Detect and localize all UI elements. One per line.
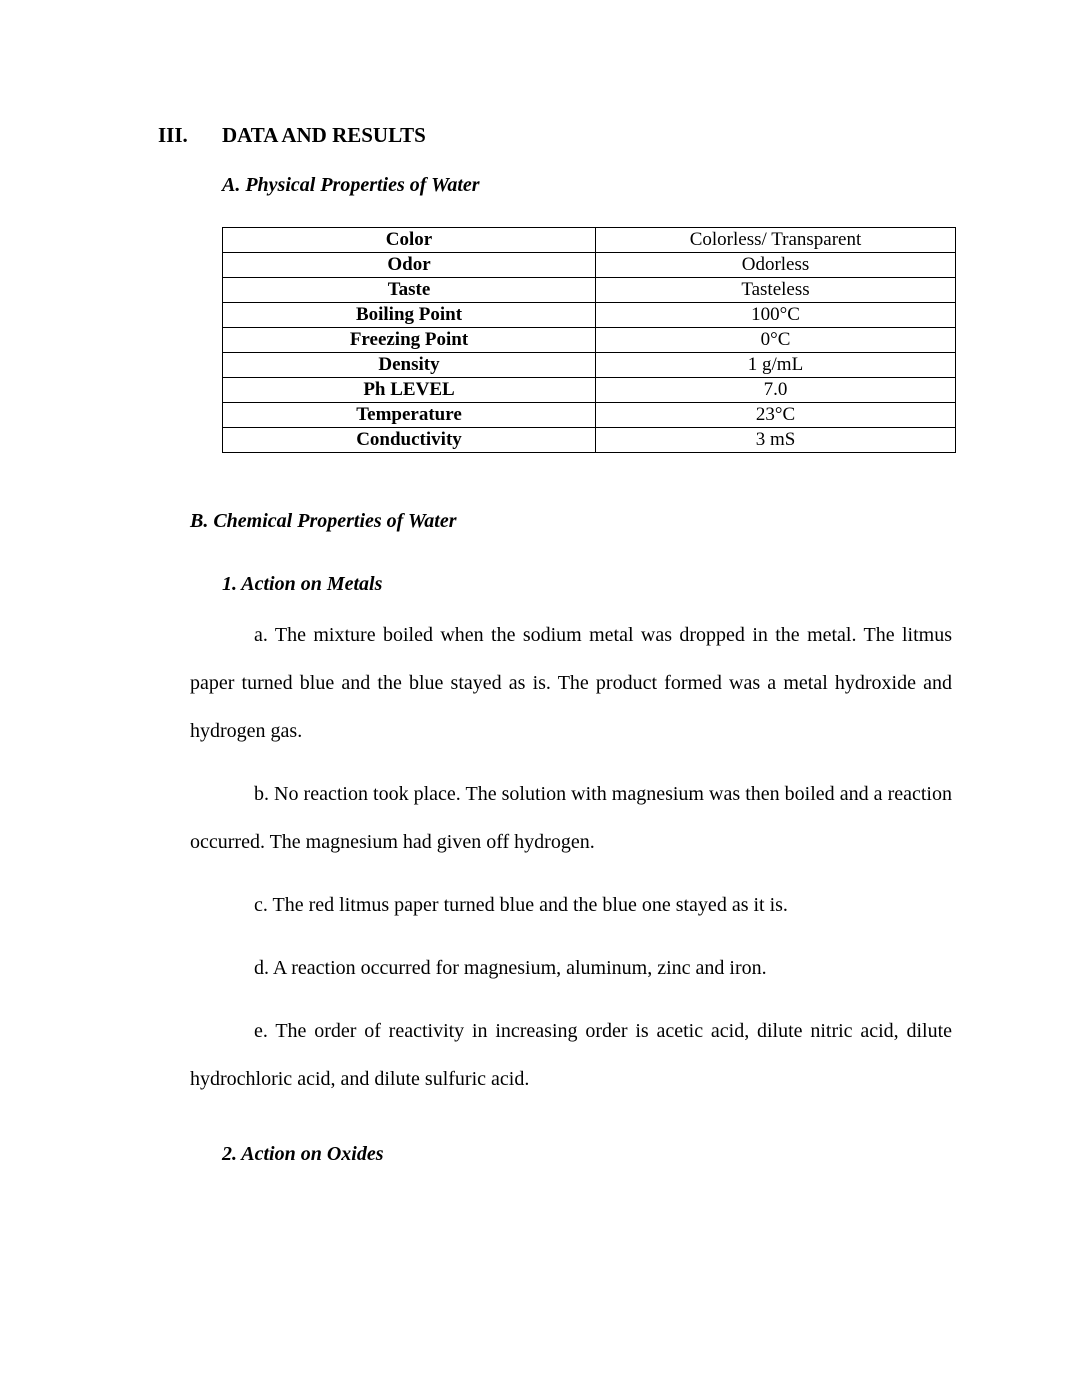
table-cell-property: Boiling Point: [223, 303, 596, 328]
table-cell-value: 23°C: [596, 403, 956, 428]
table-cell-property: Color: [223, 228, 596, 253]
table-cell-value: 7.0: [596, 378, 956, 403]
table-cell-value: 0°C: [596, 328, 956, 353]
table-row: [223, 303, 956, 328]
table-row: [223, 278, 956, 303]
paragraph-e: e. The order of reactivity in increasing order is acetic acid, dilute nitric acid, dilute hydrochloric acid, and dilute sulfuric acid.: [190, 1020, 952, 1090]
table-row: [223, 328, 956, 353]
table-row: [223, 428, 956, 453]
table-cell-property: Ph LEVEL: [223, 378, 596, 403]
table-cell-property: Temperature: [223, 403, 596, 428]
table-row: [223, 403, 956, 428]
paragraph-b: b. No reaction took place. The solution with magnesium was then boiled and a reaction occurred. The magnesium had given off hydrogen.: [190, 783, 952, 853]
subsection-b-heading: B. Chemical Properties of Water: [190, 510, 457, 532]
table-cell-value: Tasteless: [596, 278, 956, 303]
section-title: DATA AND RESULTS: [222, 123, 426, 147]
table-row: [223, 378, 956, 403]
sub-heading-action-on-metals: 1. Action on Metals: [222, 573, 383, 595]
table-row: [223, 253, 956, 278]
table-cell-property: Density: [223, 353, 596, 378]
sub-heading-action-on-oxides: 2. Action on Oxides: [222, 1143, 384, 1165]
physical-properties-table: [222, 227, 956, 453]
table-cell-property: Conductivity: [223, 428, 596, 453]
paragraph-c: c. The red litmus paper turned blue and the blue one stayed as it is.: [254, 894, 788, 916]
table-cell-value: Odorless: [596, 253, 956, 278]
paragraph-d: d. A reaction occurred for magnesium, aluminum, zinc and iron.: [254, 957, 767, 979]
table-cell-value: Colorless/ Transparent: [596, 228, 956, 253]
table-row: [223, 353, 956, 378]
section-heading: [158, 124, 952, 147]
section-number: III.: [158, 123, 188, 147]
paragraph-a: a. The mixture boiled when the sodium metal was dropped in the metal. The litmus paper turned blue and the blue stayed as is. The product formed was a metal hydroxide and hydrogen gas.: [190, 624, 952, 742]
table-cell-property: Taste: [223, 278, 596, 303]
table-row: [223, 228, 956, 253]
subsection-a-heading: A. Physical Properties of Water: [222, 174, 480, 196]
table-cell-property: Odor: [223, 253, 596, 278]
table-cell-property: Freezing Point: [223, 328, 596, 353]
table-cell-value: 1 g/mL: [596, 353, 956, 378]
table-cell-value: 100°C: [596, 303, 956, 328]
table-cell-value: 3 mS: [596, 428, 956, 453]
